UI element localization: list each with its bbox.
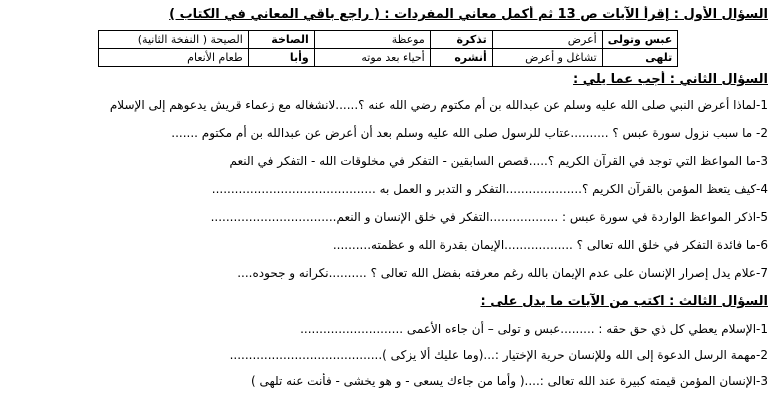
vocab-meaning-cell: أحياء بعد موته [314,49,430,67]
section3-questions [8,321,768,390]
vocab-table-row [98,31,678,49]
vocab-meaning-cell: طعام الأنعام [98,49,248,67]
vocab-word-cell: وأبا [248,49,314,67]
vocab-meaning-cell: موعظة [314,31,430,49]
question-line-7: 7-علام يدل إصرار الإنسان على عدم الإيمان بالله رغم معرفته بفضل الله تعالى ؟ ..........نكرانه و جحوده.... [237,266,768,280]
evidence-line-1: 1-الإسلام يعطي كل ذي حق حقه : .........عبس و تولى – أن جاءه الأعمى ........................... [300,322,768,336]
vocab-word-cell: تذكرة [430,31,492,49]
section2-title: السؤال الثاني : أجب عما يلي : [573,72,768,87]
vocab-word-cell: عبس وتولى [602,31,678,49]
question-line-6: 6-ما فائدة التفكر في خلق الله تعالى ؟ ..................الإيمان بقدرة الله و عظمته.......... [332,238,768,252]
vocab-meaning-cell: الصيحة ( النفخة الثانية) [98,31,248,49]
vocab-word-cell: أنشره [430,49,492,67]
question-line-4: 4-كيف يتعظ المؤمن بالقرآن الكريم ؟....................التفكر و التدبر و العمل به ........................................... [211,182,768,196]
vocab-word-cell: تلهى [602,49,678,67]
question-line-1: 1-لماذا أعرض النبي صلى الله عليه وسلم عن عبدالله بن أم مكتوم رضي الله عنه ؟......لانشغاله مع زعماء قريش يدعوهم إلى الإسلام [109,98,768,112]
evidence-line-3: 3-الإنسان المؤمن قيمته كبيرة عند الله تعالى :....( وأما من جاءك يسعى - و هو يخشى - فأنت عنه تلهى ) [250,374,768,388]
vocab-table-row [98,49,678,67]
section3-title: السؤال الثالث : اكتب من الآيات ما يدل على : [480,294,768,309]
section1-title: السؤال الأول : إقرأ الآيات ص 13 ثم أكمل معاني المفردات : ( راجع باقي المعاني في الكتاب ) [169,7,768,22]
vocab-word-cell: الصاخة [248,31,314,49]
vocab-meaning-cell: تشاغل و أعرض [492,49,602,67]
section2-questions [8,97,768,282]
vocab-table [98,30,679,67]
question-line-2: 2- ما سبب نزول سورة عبس ؟ ..........عتاب للرسول صلى الله عليه وسلم بعد أن أعرض عن عبدالله بن أم مكتوم ....... [171,126,768,140]
evidence-line-2: 2-مهمة الرسل الدعوة إلى الله وللإنسان حرية الإختيار :...(وما عليك ألا يزكى )........................................ [229,348,768,362]
question-line-3: 3-ما المواعظ التي توجد في القرآن الكريم ؟.....قصص السابقين - التفكر في مخلوقات الله - التفكر في النعم [229,154,768,168]
vocab-meaning-cell: أعرض [492,31,602,49]
question-line-5: 5-اذكر المواعظ الواردة في سورة عبس : ..................التفكر في خلق الإنسان و النعم................................. [210,210,768,224]
